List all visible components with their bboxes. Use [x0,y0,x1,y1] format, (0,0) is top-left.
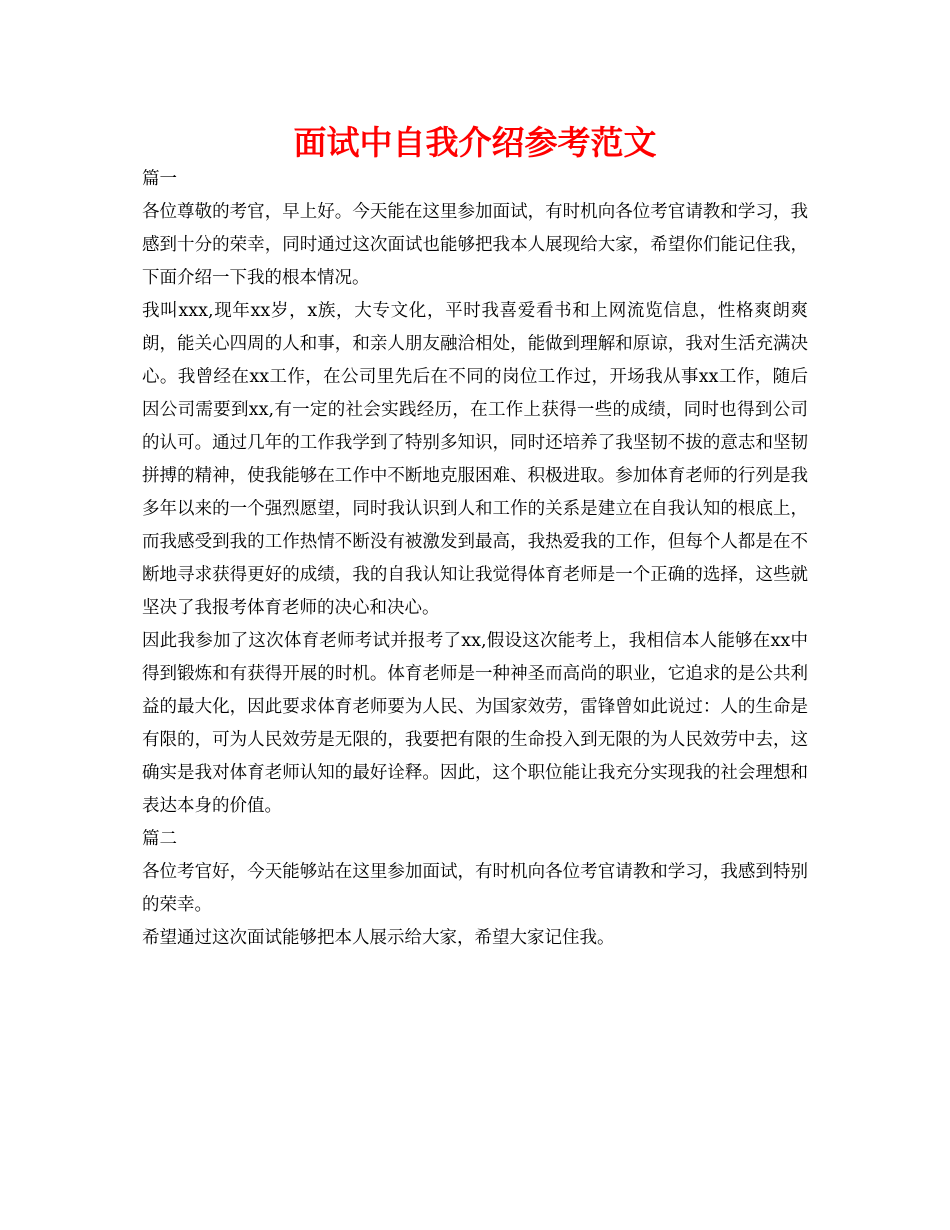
document-body [142,163,808,955]
section-heading-1: 篇一 [142,169,177,189]
paragraph: 各位尊敬的考官，早上好。今天能在这里参加面试，有时机向各位考官请教和学习，我感到十分的荣幸，同时通过这次面试也能够把我本人展现给大家，希望你们能记住我，下面介绍一下我的根本情况。 [142,202,808,288]
paragraph: 我叫xxx,现年xx岁，x族，大专文化，平时我喜爱看书和上网流览信息，性格爽朗爽朗，能关心四周的人和事，和亲人朋友融洽相处，能做到理解和原谅，我对生活充满决心。我曾经在xx工作，在公司里先后在不同的岗位工作过，开场我从事xx工作，随后因公司需要到xx,有一定的社会实践经历，在工作上获得一些的成绩，同时也得到公司的认可。通过几年的工作我学到了特别多知识，同时还培养了我坚韧不拔的意志和坚韧拼搏的精神，使我能够在工作中不断地克服困难、积极进取。参加体育老师的行列是我多年以来的一个强烈愿望，同时我认识到人和工作的关系是建立在自我认知的根底上，而我感受到我的工作热情不断没有被激发到最高，我热爱我的工作，但每个人都是在不断地寻求获得更好的成绩，我的自我认知让我觉得体育老师是一个正确的选择，这些就坚决了我报考体育老师的决心和决心。 [142,301,808,618]
paragraph: 各位考官好，今天能够站在这里参加面试，有时机向各位考官请教和学习，我感到特别的荣幸。 [142,862,808,915]
section-heading-2: 篇二 [142,829,177,849]
paragraph: 希望通过这次面试能够把本人展示给大家，希望大家记住我。 [142,928,615,948]
document-title: 面试中自我介绍参考范文 [293,123,657,162]
paragraph: 因此我参加了这次体育老师考试并报考了xx,假设这次能考上，我相信本人能够在xx中得到锻炼和有获得开展的时机。体育老师是一种神圣而高尚的职业，它追求的是公共利益的最大化，因此要求体育老师要为人民、为国家效劳，雷锋曾如此说过：人的生命是有限的，可为人民效劳是无限的，我要把有限的生命投入到无限的为人民效劳中去，这确实是我对体育老师认知的最好诠释。因此，这个职位能让我充分实现我的社会理想和表达本身的价值。 [142,631,808,816]
